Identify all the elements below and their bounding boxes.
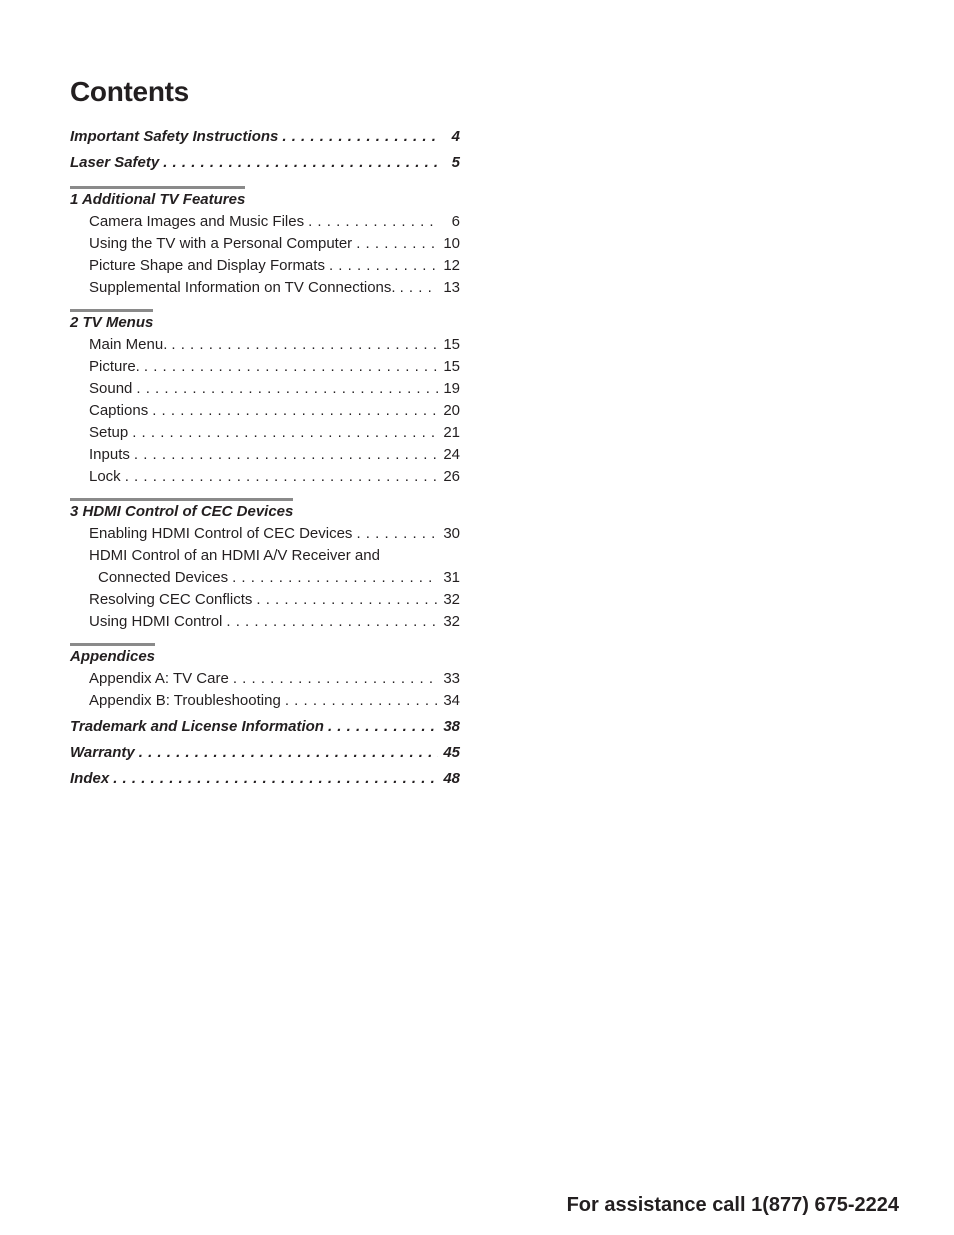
section-heading[interactable]: 3 HDMI Control of CEC Devices	[70, 498, 293, 523]
dot-leader	[226, 611, 438, 633]
toc-entry-label: Picture Shape and Display Formats	[89, 257, 325, 274]
toc-entry-label: Picture.	[89, 358, 140, 375]
toc-entry[interactable]	[70, 422, 460, 444]
toc-entry[interactable]	[70, 589, 460, 611]
toc-entry-label: Camera Images and Music Files	[89, 213, 305, 230]
toc-entry-label: Index	[70, 770, 110, 787]
toc-entry-label: Using the TV with a Personal Computer	[89, 235, 353, 252]
toc-entry-page: 24	[443, 446, 460, 463]
toc-entry-index[interactable]	[70, 766, 460, 792]
toc-entry[interactable]	[70, 255, 460, 277]
toc-entry-laser-safety[interactable]	[70, 150, 460, 176]
toc-section-tv-menus	[70, 309, 460, 488]
dot-leader	[136, 378, 438, 400]
toc-entry-page: 34	[443, 692, 460, 709]
toc-section-additional-tv-features	[70, 186, 460, 299]
toc-entry[interactable]	[70, 466, 460, 488]
toc-entry-warranty[interactable]	[70, 740, 460, 766]
toc-entry-label: Supplemental Information on TV Connections.	[89, 279, 396, 296]
toc-entry-page: 38	[443, 718, 460, 735]
toc-entry-trademark-license[interactable]	[70, 714, 460, 740]
toc-entry[interactable]	[70, 523, 460, 545]
toc-entry-label: Setup	[89, 424, 129, 441]
toc-entry[interactable]	[70, 668, 460, 690]
dot-leader	[132, 422, 438, 444]
toc-entry-page: 19	[443, 380, 460, 397]
toc-entry-label: Appendix B: Troubleshooting	[89, 692, 281, 709]
dot-leader	[163, 150, 438, 176]
dot-leader	[152, 400, 438, 422]
toc-entry[interactable]	[70, 378, 460, 400]
dot-leader	[139, 740, 438, 766]
dot-leader	[400, 277, 438, 299]
toc-entry-page: 45	[443, 744, 460, 761]
dot-leader	[144, 356, 438, 378]
toc-entry[interactable]	[70, 690, 460, 712]
dot-leader	[171, 334, 438, 356]
toc-entry-label: Enabling HDMI Control of CEC Devices	[89, 525, 353, 542]
toc-entry[interactable]	[70, 356, 460, 378]
toc-entry[interactable]	[70, 444, 460, 466]
toc-entry-label: HDMI Control of an HDMI A/V Receiver and	[89, 547, 380, 564]
toc-entry[interactable]	[70, 567, 460, 589]
toc-entry[interactable]	[70, 611, 460, 633]
toc-entry-page: 21	[443, 424, 460, 441]
dot-leader	[125, 466, 438, 488]
dot-leader	[285, 690, 438, 712]
toc-entry-page: 30	[443, 525, 460, 542]
toc-entry-page: 12	[443, 257, 460, 274]
toc-entry[interactable]	[70, 233, 460, 255]
toc-entry[interactable]	[70, 277, 460, 299]
dot-leader	[356, 233, 438, 255]
toc-entry-page: 26	[443, 468, 460, 485]
toc-entry-label: Inputs	[89, 446, 130, 463]
toc-entry-label: Main Menu.	[89, 336, 168, 353]
toc-entry-page: 33	[443, 670, 460, 687]
toc-entry-important-safety-instructions[interactable]	[70, 124, 460, 150]
dot-leader	[134, 444, 438, 466]
dot-leader	[232, 567, 438, 589]
toc-entry[interactable]	[70, 545, 460, 567]
toc-entry-page: 5	[451, 154, 460, 171]
toc-entry-label: Laser Safety	[70, 154, 160, 171]
toc-entry-label: Captions	[89, 402, 149, 419]
assistance-footer: For assistance call 1(877) 675-2224	[566, 1194, 899, 1216]
table-of-contents	[70, 124, 460, 792]
toc-entry-page: 6	[451, 213, 460, 230]
dot-leader	[329, 255, 438, 277]
toc-entry-page: 48	[443, 770, 460, 787]
dot-leader	[308, 211, 438, 233]
section-heading[interactable]: Appendices	[70, 643, 155, 668]
toc-entry-page: 31	[443, 569, 460, 586]
toc-entry[interactable]	[70, 211, 460, 233]
dot-leader	[256, 589, 438, 611]
toc-entry-page: 32	[443, 591, 460, 608]
toc-entry-label: Connected Devices	[98, 569, 229, 586]
toc-entry-label: Appendix A: TV Care	[89, 670, 229, 687]
toc-section-hdmi-control	[70, 498, 460, 633]
dot-leader	[282, 124, 438, 150]
toc-entry-page: 20	[443, 402, 460, 419]
section-heading[interactable]: 1 Additional TV Features	[70, 186, 245, 211]
toc-entry-page: 10	[443, 235, 460, 252]
toc-entry-label: Trademark and License Information	[70, 718, 324, 735]
dot-leader	[113, 766, 438, 792]
toc-entry[interactable]	[70, 334, 460, 356]
page-title: Contents	[70, 76, 189, 107]
toc-entry-label: Lock	[89, 468, 121, 485]
toc-entry-label: Sound	[89, 380, 133, 397]
toc-entry-page: 13	[443, 279, 460, 296]
toc-entry-label: Using HDMI Control	[89, 613, 223, 630]
section-heading[interactable]: 2 TV Menus	[70, 309, 153, 334]
toc-entry-page: 4	[451, 128, 460, 145]
toc-entry[interactable]	[70, 400, 460, 422]
toc-entry-page: 15	[443, 358, 460, 375]
toc-entry-page: 15	[443, 336, 460, 353]
toc-entry-label: Resolving CEC Conflicts	[89, 591, 253, 608]
toc-section-appendices	[70, 643, 460, 712]
dot-leader	[233, 668, 438, 690]
toc-entry-label: Important Safety Instructions	[70, 128, 279, 145]
toc-entry-page: 32	[443, 613, 460, 630]
dot-leader	[328, 714, 438, 740]
dot-leader	[356, 523, 438, 545]
toc-entry-label: Warranty	[70, 744, 135, 761]
